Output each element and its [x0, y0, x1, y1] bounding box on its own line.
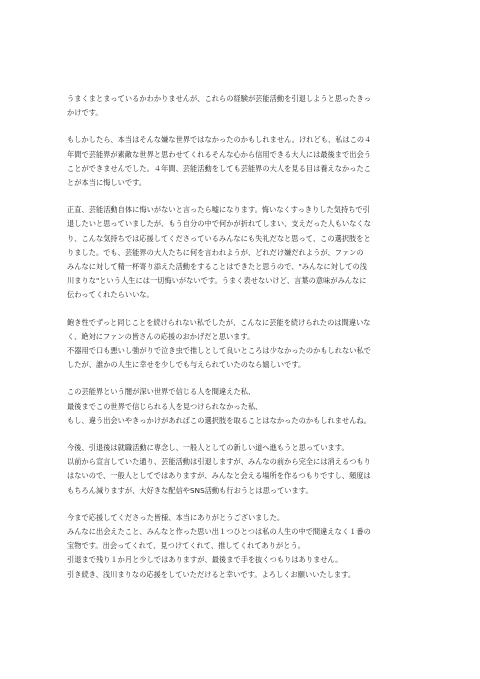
text-line: 不器用で口も悪いし強がりで泣き虫で推しとして良いところは少なかったのかもしれない私で — [67, 346, 371, 356]
text-line: 以前から宣言していた通り、芸能活動は引退しますが、みんなの前から完全には消えるつもり — [67, 457, 371, 467]
paragraph — [67, 385, 419, 428]
text-line: 伝わってくれたらいいな。 — [67, 290, 154, 300]
text-line: りました。でも、芸能界の大人たちに何を言われようが、どれだけ嫌だれようが、ファンの — [67, 247, 364, 257]
text-line: 今まで応援してくださった皆様、本当にありがとうございました。 — [67, 512, 285, 522]
text-line: 年間で芸能界が素敵な世界と思わせてくれるそんな心から信用できる大人には最後まで出会う — [67, 149, 371, 159]
text-line: もし、違う出会いやきっかけがあればこの選択肢を取ることはなかったのかもしれませんね。 — [67, 415, 371, 425]
paragraph — [67, 316, 419, 373]
text-line: 退したいと思っていましたが、もう自分の中で何かが折れてしまい、支えだった人もいなくな — [67, 219, 371, 229]
text-line: とが本当に悔しいです。 — [67, 178, 147, 188]
text-line: かけです。 — [67, 108, 103, 118]
paragraph — [67, 441, 419, 498]
text-line: 今後、引退後は就職活動に専念し、一般人としての新しい道へ進もうと思っています。 — [67, 443, 349, 453]
text-line: はないので、一般人としてではありますが、みんなと会える場所を作るつもりですし、頻度は — [67, 471, 371, 481]
text-line: 引き続き、浅川まりなの応援をしていただけると幸いです。よろしくお願いいたします。 — [67, 569, 356, 579]
paragraph — [67, 92, 419, 120]
text-line: 川まりな"という人生には一切悔いがないです。うまく表せないけど、言葉の意味がみんなに — [67, 276, 367, 286]
text-line: ことができませんでした。４年間、芸能活動をしても芸能界の大人を見る目は養えなかったこ — [67, 163, 371, 173]
text-line: 引退まで残り１か月と少しではありますが、最後まで手を抜くつもりはありません。 — [67, 555, 343, 565]
text-line: く、絶対にファンの皆さんの応援のおかげだと思います。 — [67, 331, 255, 341]
text-line: みんなに対して精一杯寄り添えた活動をすることはできたと思うので、"みんなに対しての浅 — [67, 262, 367, 272]
text-line: もちろん減りますが、大好きな配信やSNS活動も行おうとは思っています。 — [67, 485, 313, 495]
paragraph — [67, 511, 419, 582]
text-line: 飽き性でずっと同じことを続けられない私でしたが、こんなに芸能を続けられたのは間違いな — [67, 317, 371, 327]
text-line: 最後までこの世界で信じられる人を見つけられなかった私、 — [67, 401, 263, 411]
text-line: 正直、芸能活動自体に悔いがないと言ったら嘘になります。悔いなくすっきりした気持ちで引 — [67, 205, 370, 215]
paragraph — [67, 133, 419, 190]
text-line: この芸能界という闇が深い世界で信じる人を間違えた私、 — [67, 387, 256, 397]
text-line: り、こんな気持ちでは応援してくださっているみんなにも失礼だなと思って、この選択肢をと — [67, 233, 371, 243]
text-line: したが、誰かの人生に幸せを少しでも与えられていたのなら嬉しいです。 — [67, 360, 306, 370]
text-line: みんなに出会えたこと、みんなと作った思い出１つひとつは私の人生の中で間違えなく１番の — [67, 527, 371, 537]
text-line: うまくまとまっているかわかりませんが、これらの経験が芸能活動を引退しようと思ったきっ — [67, 94, 371, 103]
text-line: もしかしたら、本当はそんな嫌な世界ではなかったのかもしれません。けれども、私はこの４ — [67, 135, 372, 145]
text-line: 宝物です。出会ってくれて、見つけてくれて、推してくれてありがとう。 — [67, 541, 305, 551]
paragraph — [67, 203, 419, 302]
document-body — [67, 92, 419, 595]
